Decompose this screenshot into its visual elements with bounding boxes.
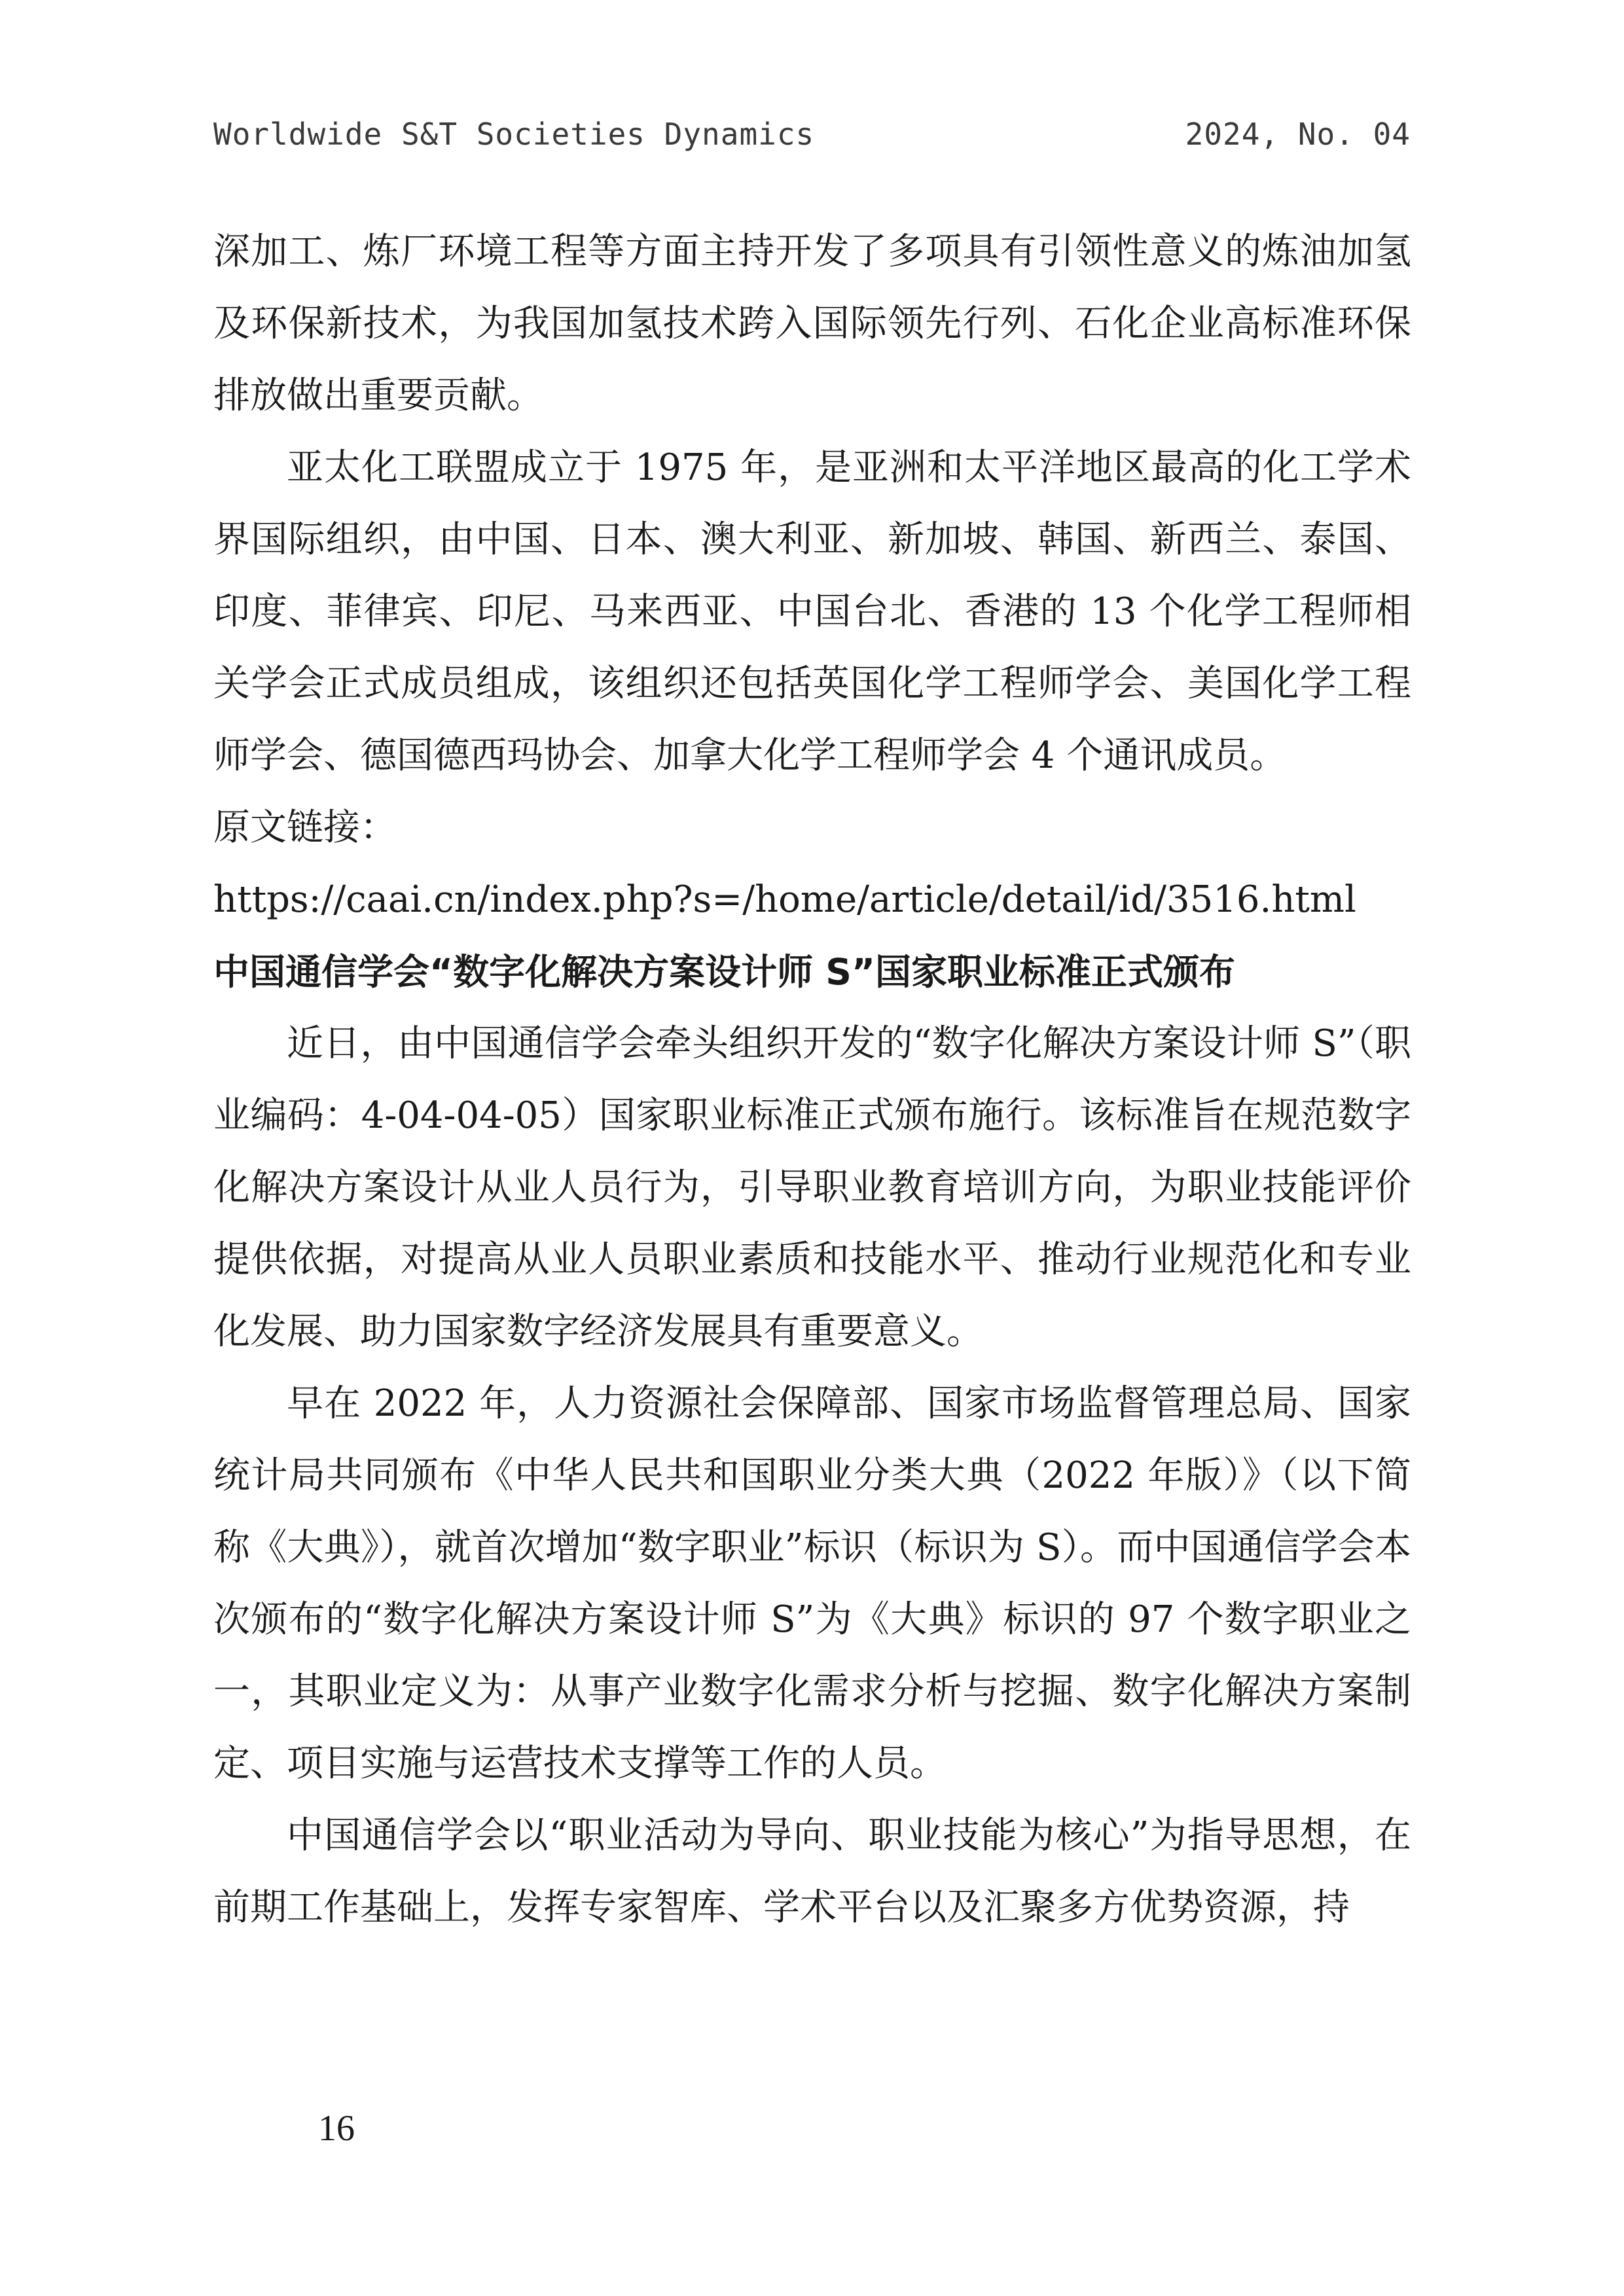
paragraph-continued: 深加工、炼厂环境工程等方面主持开发了多项具有引领性意义的炼油加氢及环保新技术，为我国加氢技术跨入国际领先行列、石化企业高标准环保排放做出重要贡献。 — [213, 230, 1411, 417]
paragraph-background: 早在 2022 年，人力资源社会保障部、国家市场监督管理总局、国家统计局共同颁布《中华人民共和国职业分类大典（2022 年版）》（以下简称《大典》），就首次增加“数字职业”标识（标识为 S）。而中国通信学会本次颁布的“数字化解决方案设计师 S”为《大典》标识的 97 个数字职业之一，其职业定义为：从事产业数字化需求分析与挖掘、数字化解决方案制定、项目实施与运营技术支撑等工作的人员。 — [213, 1382, 1411, 1785]
section-heading: 中国通信学会“数字化解决方案设计师 S”国家职业标准正式颁布 — [213, 951, 1236, 993]
running-header — [213, 117, 1411, 162]
paragraph-guidance: 中国通信学会以“职业活动为导向、职业技能为核心”为指导思想，在前期工作基础上，发挥专家智库、学术平台以及汇聚多方优势资源，持 — [213, 1814, 1411, 1929]
body-text — [213, 216, 1411, 1944]
page-number: 16 — [318, 2108, 355, 2149]
issue-number: 2024, No. 04 — [1185, 117, 1411, 152]
source-link[interactable]: https://caai.cn/index.php?s=/home/article/detail/id/3516.html — [213, 878, 1356, 921]
journal-title: Worldwide S&T Societies Dynamics — [213, 117, 815, 152]
source-label: 原文链接： — [213, 806, 397, 849]
paragraph-announcement: 近日，由中国通信学会牵头组织开发的“数字化解决方案设计师 S”（职业编码：4-04-04-05）国家职业标准正式颁布施行。该标准旨在规范数字化解决方案设计从业人员行为，引导职业教育培训方向，为职业技能评价提供依据，对提高从业人员职业素质和技能水平、推动行业规范化和专业化发展、助力国家数字经济发展具有重要意义。 — [213, 1022, 1411, 1353]
paragraph-apce: 亚太化工联盟成立于 1975 年，是亚洲和太平洋地区最高的化工学术界国际组织，由中国、日本、澳大利亚、新加坡、韩国、新西兰、泰国、印度、菲律宾、印尼、马来西亚、中国台北、香港的 13 个化学工程师相关学会正式成员组成，该组织还包括英国化学工程师学会、美国化学工程师学会、德国德西玛协会、加拿大化学工程师学会 4 个通讯成员。 — [213, 446, 1411, 777]
